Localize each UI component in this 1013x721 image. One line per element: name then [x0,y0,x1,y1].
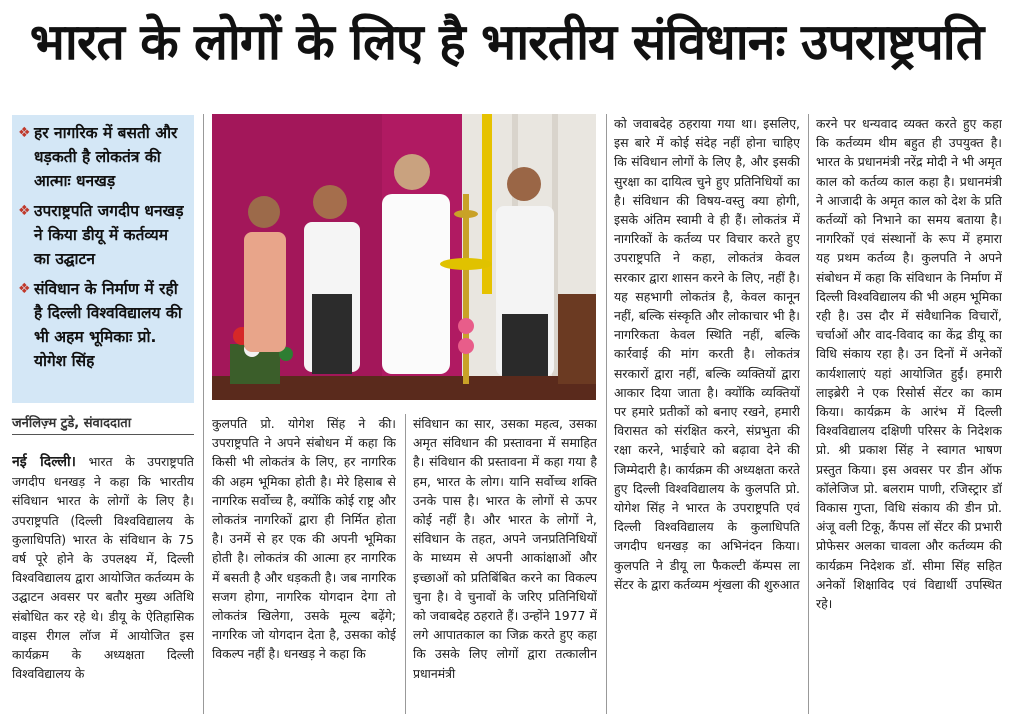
article-column-5: करने पर धन्यवाद व्यक्त करते हुए कहा कि कर्तव्यम थीम बहुत ही उपयुक्त है। भारत के प्रधानमंत्री नरेंद्र मोदी ने भी अमृत काल को कर्तव्य काल कहा है। प्रधानमंत्री ने आजादी के अमृत काल को देश के प्रति कर्तव्यों को निभाने का समय बताया है। नागरिकों एवं संस्थानों के रूप में हमारा यह प्रथम कर्तव्य है। कुलपति ने अपने संबोधन में कहा कि संविधान के निर्माण में दिल्ली विश्वविद्यालय की भी अहम भूमिका रही है। उस दौर में संवैधानिक विचारों, चर्चाओं और वाद-विवाद का केंद्र डीयू का विधि संकाय रहा है। उन दिनों में अनेकों कार्यशालाएं यहां आयोजित हुईं। हमारी लाइब्रेरी ने एक रिसोर्स सेंटर का काम किया। कार्यक्रम के आरंभ में दिल्ली विश्वविद्यालय दक्षिणी परिसर के निदेशक प्रो. श्री प्रकाश सिंह ने स्वागत भाषण प्रस्तुत किया। इस अवसर पर डीन ऑफ कॉलेजिज प्रो. बलराम पाणी, रजिस्ट्रार डॉ विकास गुप्ता, विधि संकाय की डीन प्रो. अंजू वली टिकू, कैंपस लॉ सेंटर की प्रभारी प्रोफेसर अलका चावला और कर्तव्यम की कार्यक्रम निदेशक डॉ. सीमा सिंह सहित अनेकों शिक्षाविद एवं विद्यार्थी उपस्थित रहे। [816,116,1002,612]
column-divider [405,414,406,714]
diamond-bullet-icon: ❖ [18,203,31,219]
highlight-text: हर नागरिक में बसती और धड़कती है लोकतंत्र की आत्माः धनखड़ [34,124,178,190]
dateline: नई दिल्ली। [12,454,76,470]
article-column-3: संविधान का सार, उसका महत्व, उसका अमृत संविधान की प्रस्तावना में समाहित है। संविधान की प्रस्तावना में कहा गया है हम, भारत के लोग। यानि सर्वोच्च शक्ति उनके पास है। भारत के लोगों से ऊपर कोई नहीं है। और भारत के लोगों ने, संविधान के तहत, अपने जनप्रतिनिधियों के माध्यम से अपनी आकांक्षाओं और इच्छाओं को प्रतिबिंबित करने का विकल्प चुना है। वे चुनावों के जरिए प्रतिनिधियों को जवाबदेह ठहराते हैं। उन्होंने 1977 में लगे आपातकाल का जिक्र करते हुए कहा कि उसके लिए लोगों द्वारा तत्कालीन प्रधानमंत्री [413,416,597,681]
column-divider [606,114,607,714]
article-column-2: कुलपति प्रो. योगेश सिंह ने की। उपराष्ट्रपति ने अपने संबोधन में कहा कि किसी भी लोकतंत्र के लिए, हर नागरिक की अहम भूमिका होती है। मेरे हिसाब से नागरिक सर्वोच्च है, क्योंकि कोई राष्ट्र और लोकतंत्र नागरिकों द्वारा ही निर्मित होता है। उनमें से हर एक की अपनी भूमिका होती है। लोकतंत्र की आत्मा हर नागरिक में बसती है और धड़कती है। जब नागरिक सजग होगा, नागरिक योगदान देगा तो लोकतंत्र खिलेगा, उसके मूल्य बढ़ेंगे; नागरिक जो योगदान देता है, उसका कोई विकल्प नहीं है। धनखड़ ने कहा कि [212,416,396,662]
headline: भारत के लोगों के लिए है भारतीय संविधानः उपराष्ट्रपति [29,13,984,71]
diamond-bullet-icon: ❖ [18,281,31,297]
lamp-lighting-photo-illustration [212,114,596,400]
highlights-box [12,115,194,403]
highlight-item [18,199,188,271]
article-column-4: को जवाबदेह ठहराया गया था। इसलिए, इस बारे में कोई संदेह नहीं होना चाहिए कि संविधान लोगों के लिए है, और इसकी सुरक्षा का दायित्व चुने हुए प्रतिनिधियों का है। संविधान की विषय-वस्तु क्या होगी, इसके अंतिम स्वामी वे ही हैं। लोकतंत्र में नागरिकों के कर्तव्य पर विचार करते हुए उपराष्ट्रपति ने कहा, लोकतंत्र केवल सरकार द्वारा शासन करने के लिए, नहीं है। यह सहभागी लोकतंत्र है, केवल कानून नहीं, बल्कि संस्कृति और लोकाचार भी है। नागरिकता केवल स्थिति नहीं, बल्कि कार्रवाई की मांग करती है। लोकतंत्र सरकारों द्वारा नहीं, बल्कि व्यक्तियों द्वारा आकार दिया जाता है। क्योंकि व्यक्तियों पर हमारे प्रतीकों को बनाए रखने, हमारी विरासत को संरक्षित करने, संप्रभुता की रक्षा करने, भाईचारे को बढ़ावा देने की जिम्मेदारी है। कार्यक्रम की अध्यक्षता करते हुए दिल्ली विश्वविद्यालय के कुलपति प्रो. योगेश सिंह ने भारत के उपराष्ट्रपति एवं दिल्ली विश्वविद्यालय के कुलाधिपति जगदीप धनखड़ का अभिनंदन किया। कुलपति ने डीयू ला फैकल्टी कॅम्पस ला सेंटर के द्वारा कर्तव्यम शृंखला की शुरुआत [614,116,800,592]
diamond-bullet-icon: ❖ [18,125,31,141]
article-text: भारत के उपराष्ट्रपति जगदीप धनखड़ ने कहा कि भारतीय संविधान भारत के लोगों के लिए है। उपराष्ट्रपति (दिल्ली विश्वविद्यालय के कुलाधिपति) भारत के संविधान के 75 वर्ष पूरे होने के उपलक्ष्य में, दिल्ली विश्वविद्यालय द्वारा आयोजित कर्तव्यम के उद्घाटन अवसर पर बतौर मुख्य अतिथि संबोधित कर रहे थे। डीयू के ऐतिहासिक वाइस रीगल लॉज में आयोजित इस कार्यक्रम के अध्यक्षता दिल्ली विश्वविद्यालय के [12,454,194,682]
highlight-text: उपराष्ट्रपति जगदीप धनखड़ ने किया डीयू में कर्तव्यम का उद्घाटन [34,202,184,268]
column-divider [203,114,204,714]
column-divider [808,114,809,714]
byline: जर्नलिज़्म टुडे, संवाददाता [12,413,194,435]
news-photo [212,114,596,400]
highlight-item [18,277,188,373]
highlight-item [18,121,188,193]
highlight-text: संविधान के निर्माण में रही है दिल्ली विश्वविद्यालय की भी अहम भूमिकाः प्रो. योगेश सिंह [34,280,182,370]
article-column-1 [12,452,194,714]
